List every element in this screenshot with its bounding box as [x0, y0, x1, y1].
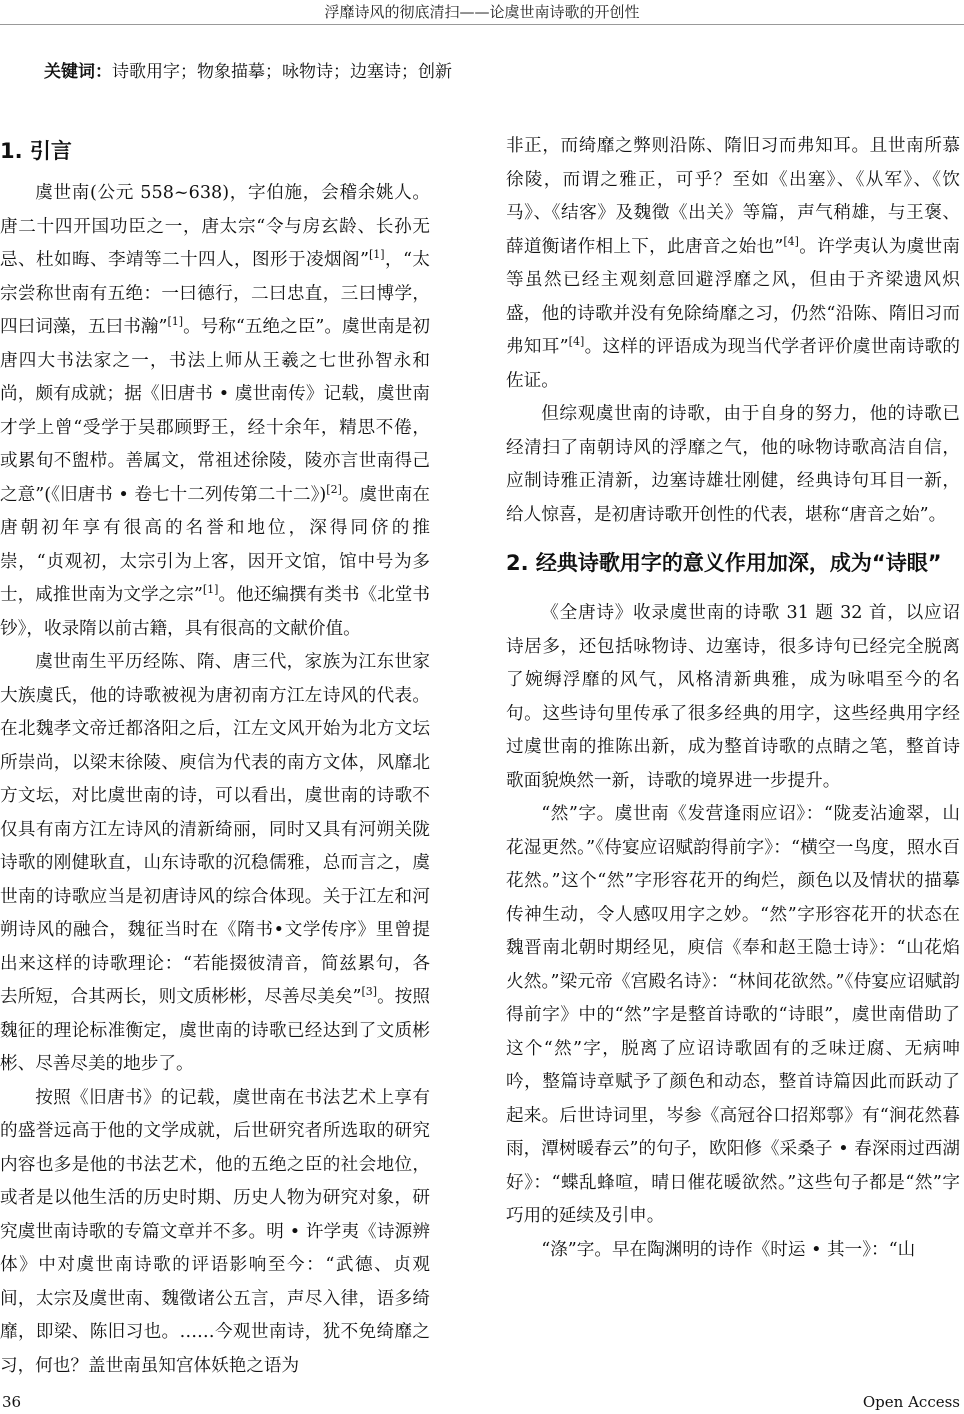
text-run: 。这样的评语成为现当代学者评价虞世南诗歌的佐证。: [506, 337, 960, 391]
text-run: 。按照魏征的理论标准衡定，虞世南的诗歌已经达到了文质彬彬、尽善尽美的地步了。: [0, 987, 430, 1074]
text-run: 。他还编撰有类书《北堂书钞》，收录隋以前古籍，具有很高的文献价值。: [0, 585, 430, 639]
paragraph-6: “然”字。虞世南《发营逢雨应诏》：“陇麦沾逾翠，山花湿更然。”《侍宴应诏赋韵得前字》：“横空一鸟度，照水百花然。”这个“然”字形容花开的绚烂，颜色以及情状的描摹传神生动，令人感叹用字之妙。“然”字形容花开的状态在魏晋南北朝时期经见，庾信《奉和赵王隐士诗》：“山花焰火然。”梁元帝《宫殿名诗》：“林间花欲然。”《侍宴应诏赋韵得前字》中的“然”字是整首诗歌的“诗眼”，虞世南借助了这个“然”字，脱离了应诏诗歌固有的乏味迂腐、无病呻吟，整篇诗章赋予了颜色和动态，整首诗篇因此而跃动了起来。后世诗词里，岑参《高冠谷口招郑鄠》有“涧花然暮雨，潭树暖春云”的句子，欧阳修《采桑子 • 春深雨过西湖好》：“蝶乱蜂喧，晴日催花暖欲然。”这些句子都是“然”字巧用的延续及引申。: [506, 804, 960, 1226]
citation-ref[interactable]: [3]: [361, 985, 378, 999]
paragraph-2: [0, 646, 430, 1082]
text-run: 。虞世南在唐朝初年享有很高的名誉和地位，深得同侪的推崇，“贞观初，太宗引为上客，因开文馆，馆中号为多士，咸推世南为文学之宗”: [0, 484, 430, 605]
keywords-label: 关键词：: [44, 62, 112, 82]
paragraph-continued: [506, 130, 960, 398]
section-1-heading: 1. 引言: [0, 139, 72, 163]
section-2-heading: 2. 经典诗歌用字的意义作用加深，成为“诗眼”: [506, 551, 942, 575]
text-run: 虞世南生平历经陈、隋、唐三代，家族为江东世家大族虞氏，他的诗歌被视为唐初南方江左诗风的代表。在北魏孝文帝迁都洛阳之后，江左文风开始为北方文坛所崇尚，以梁末徐陵、庾信为代表的南方文体，风靡北方文坛，对比虞世南的诗，可以看出，虞世南的诗歌不仅具有南方江左诗风的清新绮丽，同时又具有河朔关陇诗歌的刚健耿直，山东诗歌的沉稳儒雅，总而言之，虞世南的诗歌应当是初唐诗风的综合体现。关于江左和河朔诗风的融合，魏征当时在《隋书•文学传序》里曾提出来这样的诗歌理论：“若能掇彼清音，简兹累句，各去所短，合其两长，则文质彬彬，尽善尽美矣”: [0, 652, 430, 1007]
citation-ref[interactable]: [4]: [568, 335, 585, 349]
running-title: 浮靡诗风的彻底清扫——论虞世南诗歌的开创性: [0, 0, 964, 25]
paragraph-3: 按照《旧唐书》的记载，虞世南在书法艺术上享有的盛誉远高于他的文学成就，后世研究者所选取的研究内容也多是他的书法艺术，他的五绝之臣的社会地位，或者是以他生活的历史时期、历史人物为研究对象，研究虞世南诗歌的专篇文章并不多。明 • 许学夷《诗源辨体》中对虞世南诗歌的评语影响至今：“武德、贞观间，太宗及虞世南、魏徵诸公五言，声尽入律，语多绮靡，即梁、陈旧习也。……今观世南诗，犹不免绮靡之习，何也？盖世南虽知宫体妖艳之语为: [0, 1087, 430, 1376]
citation-ref[interactable]: [4]: [783, 234, 799, 248]
left-column: [0, 130, 430, 1383]
page-number: 36: [2, 1393, 22, 1411]
text-run: 。许学夷认为虞世南等虽然已经主观刻意回避浮靡之风，但由于齐梁遗风炽盛，他的诗歌并没有免除绮靡之习，仍然“沿陈、隋旧习而弗知耳”: [506, 236, 960, 357]
right-column: [506, 130, 960, 1267]
citation-ref[interactable]: [1]: [167, 315, 184, 329]
paragraph-4: 但综观虞世南的诗歌，由于自身的努力，他的诗歌已经清扫了南朝诗风的浮靡之气，他的咏物诗歌高洁自信，应制诗雅正清新，边塞诗雄壮刚健，经典诗句耳目一新，给人惊喜，是初唐诗歌开创性的代表，堪称“唐音之始”。: [506, 404, 960, 525]
text-run: 非正，而绮靡之弊则沿陈、隋旧习而弗知耳。且世南所慕徐陵，而谓之雅正，可乎？至如《出塞》、《从军》、《饮马》、《结客》及魏徵《出关》等篇，声气稍雄，与王褒、薛道衡诸作相上下，此唐音之始也”: [506, 136, 960, 257]
keywords-text: 诗歌用字；物象描摹；咏物诗；边塞诗；创新: [112, 62, 452, 82]
page-footer: [0, 1390, 964, 1414]
journal-name: Open Access: [862, 1393, 960, 1411]
paragraph-1: [0, 177, 430, 646]
text-run: ，“太宗尝称世南有五绝：一曰德行，二曰忠直，三曰博学，四曰词藻，五曰书瀚”: [0, 250, 430, 337]
text-run: 虞世南(公元 558~638)，字伯施，会稽余姚人。唐二十四开国功臣之一，唐太宗“令与房玄龄、长孙无忌、杜如晦、李靖等二十四人，图形于凌烟阁”: [0, 183, 430, 270]
citation-ref[interactable]: [2]: [326, 482, 342, 496]
citation-ref[interactable]: [1]: [202, 583, 219, 597]
keywords: [44, 60, 452, 84]
paragraph-7: “涤”字。早在陶渊明的诗作《时运 • 其一》：“山: [541, 1239, 916, 1260]
paragraph-5: 《全唐诗》收录虞世南的诗歌 31 题 32 首，以应诏诗居多，还包括咏物诗、边塞诗，很多诗句已经完全脱离了婉缛浮靡的风气，风格清新典雅，成为咏唱至今的名句。这些诗句里传承了很多经典的用字，这些经典用字经过虞世南的推陈出新，成为整首诗歌的点睛之笔，整首诗歌面貌焕然一新，诗歌的境界进一步提升。: [506, 603, 960, 791]
text-run: 。号称“五绝之臣”。虞世南是初唐四大书法家之一，书法上师从王羲之七世孙智永和尚，颇有成就；据《旧唐书 • 虞世南传》记载，虞世南才学上曾“受学于吴郡顾野王，经十余年，精思不倦，或累旬不盥栉。善属文，常祖述徐陵，陵亦言世南得己之意”(《旧唐书 • 卷七十二列传第二十二》): [0, 317, 430, 505]
citation-ref[interactable]: [1]: [369, 248, 385, 262]
